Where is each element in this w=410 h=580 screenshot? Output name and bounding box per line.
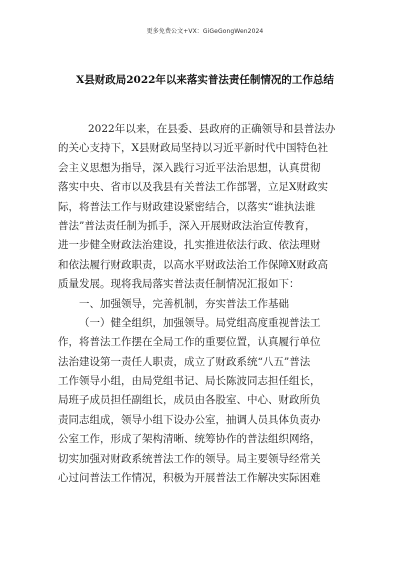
- paragraph-line: 2022年以来，在县委、县政府的正确领导和县普法办: [88, 123, 336, 135]
- paragraph-line: 法治建设第一责任人职责，成立了财政系统“八五”普法: [58, 355, 311, 368]
- paragraph-line: 际，将普法工作与财政建设紧密结合，以落实“谁执法谁: [58, 200, 316, 213]
- paragraph-line: 切实加强对财政系统普法工作的领导。局主要领导经常关: [58, 452, 321, 465]
- paragraph-line: 会主义思想为指导，深入践行习近平法治思想，认真贯彻: [58, 161, 321, 174]
- header-note: 更多免费公文+VX：GiGeGongWen2024: [146, 28, 264, 35]
- paragraph-line: 作，将普法工作摆在全局工作的重要位置，认真履行单位: [58, 336, 321, 349]
- paragraph-line: 公室工作，形成了架构清晰、统筹协作的普法组织网络，: [58, 433, 321, 446]
- section-heading: 一、加强领导，完善机制，夯实普法工作基础: [79, 297, 289, 310]
- paragraph-line: 普法”普法责任制为抓手，深入开展财政法治宣传教育，: [58, 219, 316, 232]
- paragraph-line: 责同志组成，领导小组下设办公室，抽调人员具体负责办: [58, 413, 321, 426]
- document-title: X县财政局2022年以来落实普法责任制情况的工作总结: [76, 74, 334, 86]
- paragraph-line: 落实中央、省市以及我县有关普法工作部署，立足X财政实: [58, 181, 328, 194]
- paragraph-line: （一）健全组织，加强领导。局党组高度重视普法工: [79, 316, 321, 329]
- paragraph-line: 进一步健全财政法治建设，扎实推进依法行政、依法理财: [58, 239, 321, 252]
- document-body: [58, 120, 356, 488]
- paragraph-line: 的关心支持下，X县财政局坚持以习近平新时代中国特色社: [58, 142, 328, 155]
- paragraph-line: 工作领导小组，由局党组书记、局长陈波同志担任组长，: [58, 375, 321, 388]
- paragraph-line: 心过问普法工作情况，积极为开展普法工作解决实际困难: [58, 472, 321, 485]
- paragraph-line: 局班子成员担任副组长，成员由各股室、中心、财政所负: [58, 394, 321, 407]
- paragraph-line: 和依法履行财政职责，以高水平财政法治工作保障X财政高: [58, 258, 328, 271]
- paragraph-line: 质量发展。现将我局落实普法责任制情况汇报如下：: [58, 278, 300, 291]
